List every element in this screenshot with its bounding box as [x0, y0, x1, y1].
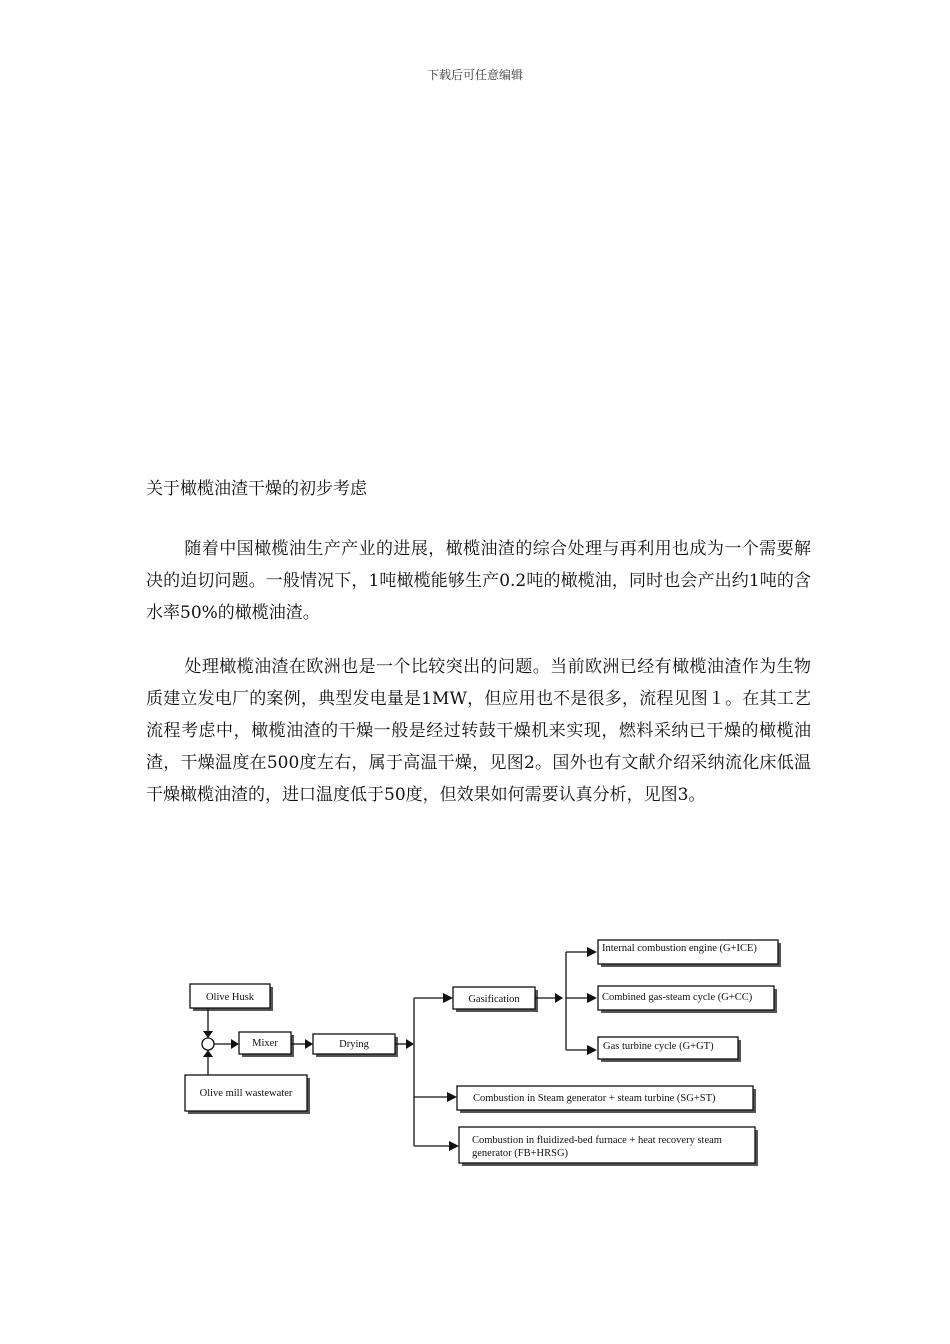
- combined-cycle-label: Combined gas-steam cycle (G+CC): [602, 992, 753, 1003]
- drying-label: Drying: [339, 1039, 369, 1050]
- olive-mill-wastewater-box: [185, 1075, 310, 1114]
- mixer-label: Mixer: [252, 1038, 278, 1049]
- gasification-label: Gasification: [468, 994, 520, 1005]
- olive-husk-label: Olive Husk: [205, 992, 255, 1003]
- internal-combustion-engine-label: Internal combustion engine (G+ICE): [602, 943, 757, 954]
- steam-generator-label: Combustion in Steam generator + steam turbine (SG+ST): [473, 1093, 716, 1104]
- internal-combustion-engine-box: [598, 940, 781, 967]
- drying-box: [313, 1034, 398, 1057]
- gas-turbine-cycle-box: [598, 1037, 741, 1062]
- gasification-box: [453, 987, 538, 1012]
- paragraph-2: [146, 651, 811, 811]
- paragraph-1-text: 随着中国橄榄油生产产业的进展，橄榄油渣的综合处理与再利用也成为一个需要解决的迫切问题。一般情况下，1吨橄榄能够生产0.2吨的橄榄油，同时也会产出约1吨的含水率50%的橄榄油渣。: [146, 539, 811, 623]
- steam-generator-box: [457, 1086, 756, 1113]
- fluidized-bed-label-line2: generator (FB+HRSG): [472, 1148, 569, 1159]
- page-header: 下载后可任意编辑: [426, 68, 523, 82]
- document-title: 关于橄榄油渣干燥的初步考虑: [146, 479, 367, 499]
- gas-turbine-cycle-label: Gas turbine cycle (G+GT): [603, 1041, 714, 1052]
- combined-cycle-box: [598, 986, 777, 1013]
- olive-husk-box: [190, 984, 273, 1011]
- paragraph-1: [146, 533, 811, 629]
- mixing-junction: [202, 1038, 214, 1050]
- fluidized-bed-box: [459, 1127, 758, 1166]
- process-flow-diagram: [176, 932, 796, 1182]
- olive-mill-wastewater-label: Olive mill wastewater: [199, 1088, 293, 1099]
- fluidized-bed-label-line1: Combustion in fluidized-bed furnace + heat recovery steam: [472, 1135, 722, 1146]
- paragraph-2-text: 处理橄榄油渣在欧洲也是一个比较突出的问题。当前欧洲已经有橄榄油渣作为生物质建立发电厂的案例，典型发电量是1MW，但应用也不是很多，流程见图１。在其工艺流程考虑中，橄榄油渣的干燥一般是经过转鼓干燥机来实现，燃料采纳已干燥的橄榄油渣，干燥温度在500度左右，属于高温干燥，见图2。国外也有文献介绍采纳流化床低温干燥橄榄油渣的，进口温度低于50度，但效果如何需要认真分析，见图3。: [146, 657, 811, 805]
- mixer-box: [239, 1032, 294, 1057]
